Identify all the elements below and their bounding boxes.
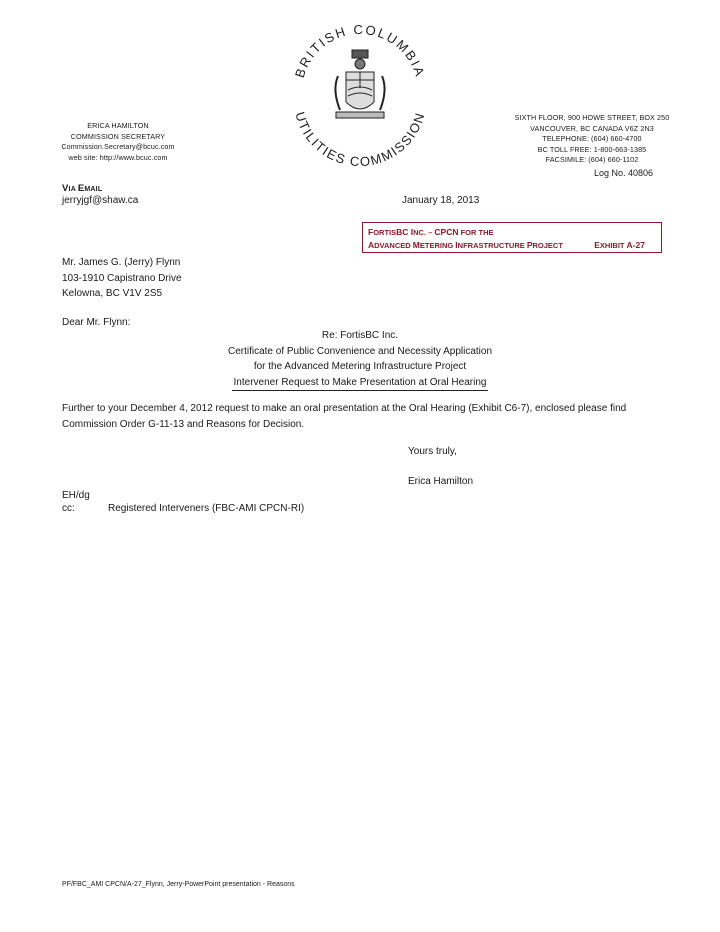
office-facsimile: FACSIMILE: (604) 660-1102 [545,155,639,164]
sender-name: ERICA HAMILTON [87,121,149,130]
exhibit-proceeding-line: FORTISBC INC. – CPCN FOR THE [368,227,494,237]
office-contact-block [512,113,672,166]
subject-block [200,328,520,391]
cc-label: cc: [62,503,75,514]
log-number: Log No. 40806 [594,168,654,178]
recipient-city: Kelowna, BC V1V 2S5 [62,288,163,299]
recipient-email: jerryjgf@shaw.ca [62,195,139,206]
seal-bottom-text: UTILITIES COMMISSION [292,110,428,170]
subject-line-3: for the Advanced Metering Infrastructure Project [253,361,467,372]
typist-initials: EH/dg [62,490,90,501]
office-city-line: VANCOUVER, BC CANADA V6Z 2N3 [530,123,654,133]
cc-line [62,501,304,517]
sender-email[interactable]: Commission.Secretary@bcuc.com [61,142,175,151]
cc-recipients: Registered Interveners (FBC-AMI CPCN-RI) [108,503,305,514]
file-path-footer: PF/FBC_AMI CPCN/A-27_Flynn, Jerry-PowerPoint presentation - Reasons [62,881,295,888]
office-telephone: TELEPHONE: (604) 660-4700 [542,134,642,143]
recipient-street: 103-1910 Capistrano Drive [62,272,182,284]
letter-date: January 18, 2013 [402,195,480,206]
sender-title: COMMISSION SECRETARY [70,131,166,141]
coat-of-arms-seal-icon [280,20,440,170]
seal-top-text: BRITISH COLUMBIA [291,21,429,80]
sender-website[interactable]: web site: http://www.bcuc.com [68,152,168,162]
sender-contact-block [38,121,198,163]
office-address-line: SIXTH FLOOR, 900 HOWE STREET, BOX 250 [514,113,670,122]
exhibit-project-line: ADVANCED METERING INFRASTRUCTURE PROJECT EXHIBIT A-27 [368,240,645,250]
subject-line-2: Certificate of Public Convenience and Necessity Application [227,345,493,357]
exhibit-label-box [362,222,662,253]
closing: Yours truly, [408,446,457,457]
subject-line-4: Intervener Request to Make Presentation at Oral Hearing [232,375,489,392]
recipient-address [62,255,182,302]
salutation: Dear Mr. Flynn: [62,317,131,328]
recipient-name: Mr. James G. (Jerry) Flynn [62,257,181,268]
subject-line-1: Re: FortisBC Inc. [321,330,399,341]
signature-name: Erica Hamilton [408,476,474,487]
letter-body: Further to your December 4, 2012 request to make an oral presentation at the Oral Hearing (Exhibit C6-7), enclosed please find Commission Order G-11-13 and Reasons for Decision. [62,403,627,430]
office-toll-free: BC TOLL FREE: 1-800-663-1385 [537,144,647,154]
exhibit-number: EXHIBIT A-27 [594,240,645,250]
commission-seal [280,20,440,170]
delivery-method: VIA EMAIL [62,183,103,194]
